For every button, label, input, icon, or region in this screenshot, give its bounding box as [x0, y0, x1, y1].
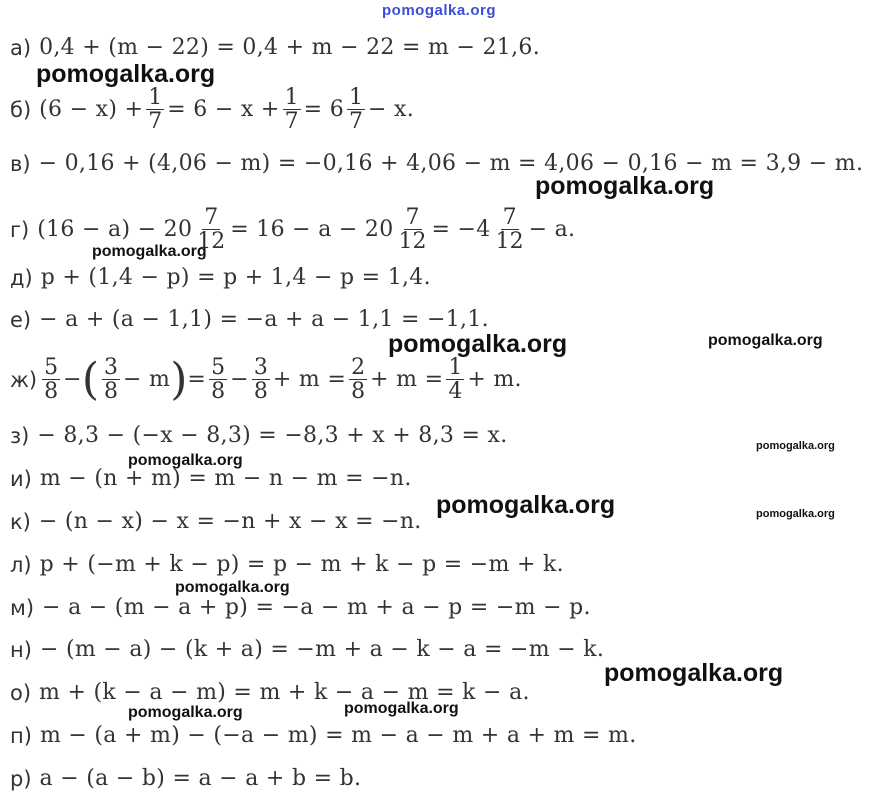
denominator: 8: [104, 379, 119, 405]
expr-part: + m =: [272, 366, 347, 392]
numerator: 7: [405, 205, 420, 230]
line-n: [10, 636, 604, 664]
denominator: 7: [349, 109, 363, 135]
line-label: к): [10, 510, 31, 534]
line-label: о): [10, 681, 32, 705]
watermark: pomogalka.org: [388, 330, 568, 358]
watermark: pomogalka.org: [604, 659, 784, 687]
expr-part: + m.: [467, 366, 522, 392]
denominator: 7: [148, 109, 163, 135]
line-expression: − 8,3 − (−x − 8,3) = −8,3 + x + 8,3 = x.: [37, 423, 508, 448]
line-label: л): [10, 553, 32, 577]
denominator: 8: [44, 379, 59, 405]
line-p: [10, 722, 637, 750]
line-label: а): [10, 36, 32, 60]
fraction: [347, 86, 365, 133]
line-expression: p + (−m + k − p) = p − m + k − p = −m + k.: [39, 552, 564, 577]
watermark: pomogalka.org: [175, 579, 290, 596]
fraction: [494, 206, 526, 253]
expr-part: = 6 − x +: [167, 96, 280, 122]
denominator: 8: [253, 379, 268, 405]
numerator: 3: [104, 355, 119, 380]
numerator: 5: [211, 355, 226, 380]
expr-part: − a.: [528, 216, 576, 242]
denominator: 12: [197, 229, 226, 255]
line-label: г): [10, 217, 30, 242]
line-label: з): [10, 424, 30, 448]
numerator: 1: [284, 85, 299, 110]
line-expression: m − (a + m) − (−a − m) = m − a − m + a + m = m.: [39, 723, 637, 748]
line-label: д): [10, 266, 33, 290]
line-l: [10, 551, 564, 579]
fraction: [209, 356, 227, 403]
line-label: м): [10, 596, 35, 620]
line-a: [10, 34, 540, 62]
watermark: pomogalka.org: [128, 704, 243, 721]
expr-part: − x.: [368, 96, 415, 122]
right-paren: ): [170, 353, 188, 405]
numerator: 7: [502, 205, 517, 230]
line-label: е): [10, 308, 32, 332]
line-label: н): [10, 638, 32, 662]
numerator: 7: [204, 205, 219, 230]
fraction: [102, 356, 120, 403]
numerator: 5: [44, 355, 59, 380]
line-m: [10, 594, 591, 622]
expr-part: (6 − x) +: [39, 96, 144, 122]
watermark: pomogalka.org: [344, 700, 459, 717]
watermark: pomogalka.org: [756, 508, 835, 520]
line-expression: − 0,16 + (4,06 − m) = −0,16 + 4,06 − m = 4,06 − 0,16 − m = 3,9 − m.: [38, 151, 864, 176]
expr-part: =: [187, 366, 207, 392]
line-expression: m + (k − a − m) = m + k − a − m = k − a.: [39, 680, 530, 705]
denominator: 12: [398, 229, 427, 255]
watermark: pomogalka.org: [535, 172, 715, 200]
expr-part: + m =: [370, 366, 444, 392]
expr-part: − m: [123, 366, 171, 392]
watermark: pomogalka.org: [756, 440, 835, 452]
line-expression: m − (n + m) = m − n − m = −n.: [39, 466, 412, 491]
line-expression: − (n − x) − x = −n + x − x = −n.: [38, 509, 422, 534]
line-expression: a − (a − b) = a − a + b = b.: [39, 766, 362, 791]
fraction: [349, 356, 367, 403]
fraction: [397, 206, 429, 253]
line-expression: − a − (m − a + p) = −a − m + a − p = −m − p.: [42, 595, 591, 620]
denominator: 8: [211, 379, 226, 405]
denominator: 8: [351, 379, 366, 405]
line-label: п): [10, 724, 32, 748]
line-b: [10, 86, 414, 133]
line-expression: − a + (a − 1,1) = −a + a − 1,1 = −1,1.: [39, 307, 489, 332]
watermark: pomogalka.org: [708, 332, 823, 349]
denominator: 7: [284, 109, 299, 135]
watermark: pomogalka.org: [36, 60, 216, 88]
fraction: [252, 356, 270, 403]
denominator: 4: [448, 379, 463, 405]
numerator: 1: [448, 355, 463, 380]
fraction: [283, 86, 301, 133]
line-expression: − (m − a) − (k + a) = −m + a − k − a = −m − k.: [39, 637, 605, 662]
numerator: 1: [349, 85, 363, 110]
expr-part: (16 − a) − 20: [37, 216, 193, 242]
line-z: [10, 422, 508, 450]
numerator: 3: [253, 355, 268, 380]
line-v: [10, 150, 863, 178]
fraction: [146, 86, 164, 133]
line-label: в): [10, 152, 31, 176]
numerator: 2: [351, 355, 366, 380]
expr-part: = −4: [431, 216, 491, 242]
fraction: [42, 356, 60, 403]
line-zh: [10, 353, 522, 405]
watermark: pomogalka.org: [92, 243, 207, 260]
line-k: [10, 508, 422, 536]
line-label: и): [10, 467, 32, 491]
expr-part: −: [230, 366, 249, 392]
line-label: б): [10, 97, 32, 122]
line-label: ж): [10, 367, 38, 392]
left-paren: (: [81, 353, 100, 405]
line-d: [10, 264, 431, 292]
expr-part: −: [63, 366, 82, 392]
fraction: [446, 356, 464, 403]
expr-part: = 6: [303, 96, 344, 122]
line-expression: p + (1,4 − p) = p + 1,4 − p = 1,4.: [40, 265, 431, 290]
expr-part: = 16 − a − 20: [230, 216, 394, 242]
denominator: 12: [495, 229, 524, 255]
line-r: [10, 765, 361, 793]
numerator: 1: [148, 85, 163, 110]
header-watermark: pomogalka.org: [382, 2, 497, 19]
line-expression: 0,4 + (m − 22) = 0,4 + m − 22 = m − 21,6.: [39, 35, 540, 60]
line-label: р): [10, 767, 32, 791]
watermark: pomogalka.org: [436, 491, 616, 519]
watermark: pomogalka.org: [128, 452, 243, 469]
